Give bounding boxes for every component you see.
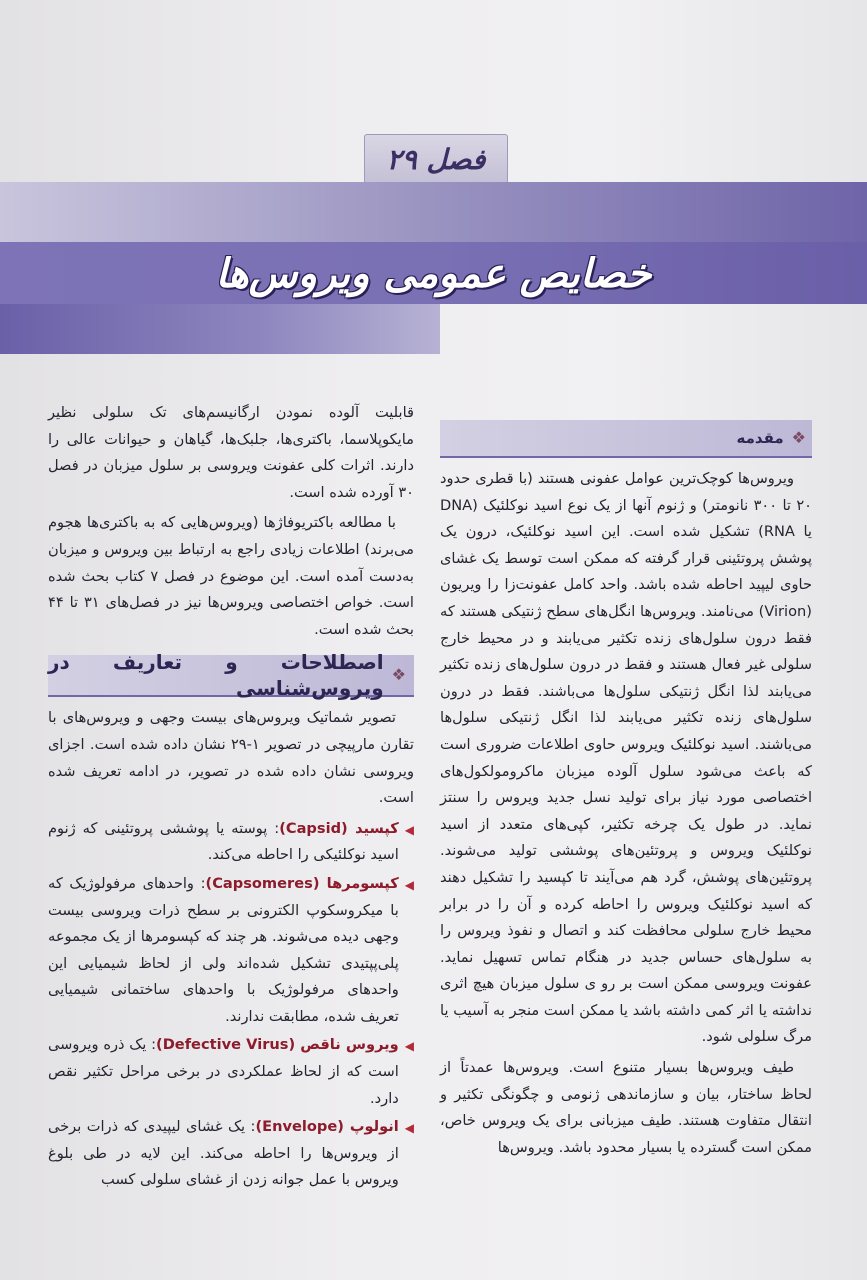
definition-text: : یک ذره ویروسی است که از لحاظ عملکردی در برخی مراحل تکثیر نقص دارد. — [48, 1036, 399, 1107]
section-heading-text: اصطلاحات و تعاریف در ویروس‌شناسی — [48, 649, 384, 701]
paragraph: طیف ویروس‌ها بسیار متنوع است. ویروس‌ها عمدتاً از لحاظ ساختار، بیان و سازماندهی ژنومی و چگونگی تکثیر و انتقال متفاوت هستند. طیف میزبانی برای یک ویروس خاص، ممکن است گسترده یا بسیار محدود باشد. ویروس‌ها — [440, 1059, 812, 1156]
arrow-bullet-icon: ◀ — [404, 822, 414, 837]
diamond-bullet-icon: ❖ — [791, 428, 806, 447]
definition-term: کپسید (Capsid) — [279, 819, 399, 837]
definition-term: کپسومرها (Capsomeres) — [205, 874, 399, 892]
section-heading-terms — [48, 649, 414, 701]
definition-item — [48, 816, 414, 869]
definition-term: ویروس ناقص (Defective Virus) — [156, 1036, 399, 1054]
arrow-bullet-icon: ◀ — [404, 1121, 414, 1136]
paragraph: قابلیت آلوده نمودن ارگانیسم‌های تک سلولی نظیر مایکوپلاسما، باکتری‌ها، جلبک‌ها، گیاهان و حیوانات عالی را دارند. اثرات کلی عفونت ویروسی بر سلول میزبان در فصل ۳۰ آورده شده است. — [48, 404, 414, 501]
section-heading-text: مقدمه — [736, 428, 784, 447]
definition-text: : پوسته یا پوششی پروتئینی که ژنوم اسید نوکلئیکی را احاطه می‌کند. — [48, 819, 399, 864]
definition-item — [48, 871, 414, 1031]
arrow-bullet-icon: ◀ — [404, 1039, 414, 1054]
right-column — [440, 420, 812, 1165]
chapter-label: فصل ۲۹ — [364, 134, 508, 184]
diamond-bullet-icon: ❖ — [391, 665, 406, 685]
chapter-title: خصایص عمومی ویروس‌ها — [215, 249, 652, 297]
definition-item — [48, 1032, 414, 1112]
paragraph: ویروس‌ها کوچک‌ترین عوامل عفونی هستند (با قطری حدود ۲۰ تا ۳۰۰ نانومتر) و ژنوم آنها از یک نوع اسید نوکلئیک (DNA یا RNA) تشکیل شده است. این اسید نوکلئیک، درون یک پوشش پروتئینی قرار گرفته که ممکن است توسط یک غشای حاوی لیپید احاطه شده باشد. واحد کامل عفونت‌زا را ویریون (Virion) می‌نامند. ویروس‌ها انگل‌های سطح ژنتیکی هستند که فقط درون سلول‌های زنده تکثیر می‌یابند و در محیط خارج سلولی غیر فعال هستند و فقط در درون سلول‌های زنده تکثیر می‌یابند لذا انگل ژنتیکی سلول‌ها می‌باشند. فقط در درون سلول‌های زنده تکثیر می‌یابند لذا انگل ژنتیکی سلول‌ها می‌باشند. اسید نوکلئیک ویروس حاوی اطلاعات ضروری است که باعث می‌شود سلول آلوده میزبان ماکرومولکول‌های اختصاصی مورد نیاز برای تولید نسل جدید ویروس را سنتز نماید. در طول یک چرخه تکثیر، کپی‌های متعدد از اسید نوکلئیک ویروس و پروتئین‌های پوششی تولید می‌شوند. پروتئین‌های پوشش، گرد هم می‌آیند تا کپسید را تشکیل دهند که اسید نوکلئیک ویروس را احاطه کرده و آن را در برابر محیط خارج سلولی محافظت کند و اتصال و نفوذ ویروس را به سلول‌های حساس جدید در هنگام تماس تسهیل نماید. عفونت ویروسی ممکن است بر رو ی سلول میزبان هیچ اثری نداشته یا اثر کمی داشته باشد یا ممکن است منجر به آسیب یا مرگ سلولی شود. — [440, 470, 812, 1046]
definition-term: انولوپ (Envelope) — [255, 1118, 399, 1136]
section-heading-intro — [440, 420, 812, 458]
title-banner — [0, 242, 867, 304]
paragraph: تصویر شماتیک ویروس‌های بیست وجهی و ویروس‌های با تقارن مارپیچی در تصویر ۱-۲۹ نشان داده شده است. اجزای ویروسی نشان داده شده در تصویر، در ادامه تعریف شده است. — [48, 709, 414, 807]
title-banner-bottom — [0, 304, 440, 354]
definition-text: : واحدهای مرفولوژیک که با میکروسکوپ الکترونی بر سطح ذرات ویروسی بیست وجهی دیده می‌شوند. هر چند که کپسومرها از یک مجموعه پلی‌پپتیدی تشکیل شده‌اند ولی از لحاظ شیمیایی این واحدهای مرفولوژیک با واحدهای ساختمانی شیمیایی تعریف شده، مطابقت ندارند. — [48, 874, 399, 1025]
left-column — [48, 400, 414, 1194]
arrow-bullet-icon: ◀ — [404, 877, 414, 892]
paragraph: با مطالعه باکتریوفاژها (ویروس‌هایی که به باکتری‌ها هجوم می‌برند) اطلاعات زیادی راجع به ارتباط بین ویروس و میزبان به‌دست آمده است. این موضوع در فصل ۷ کتاب بحث شده است. خواص اختصاصی ویروس‌ها نیز در فصل‌های ۳۱ تا ۴۴ بحث شده است. — [48, 514, 414, 638]
title-banner-top — [0, 182, 867, 242]
definition-item — [48, 1114, 414, 1194]
definition-text: : یک غشای لیپیدی که ذرات برخی از ویروس‌ها را احاطه می‌کند. این لایه در طی بلوغ ویروس با عمل جوانه زدن از غشای سلولی کسب — [48, 1118, 399, 1189]
